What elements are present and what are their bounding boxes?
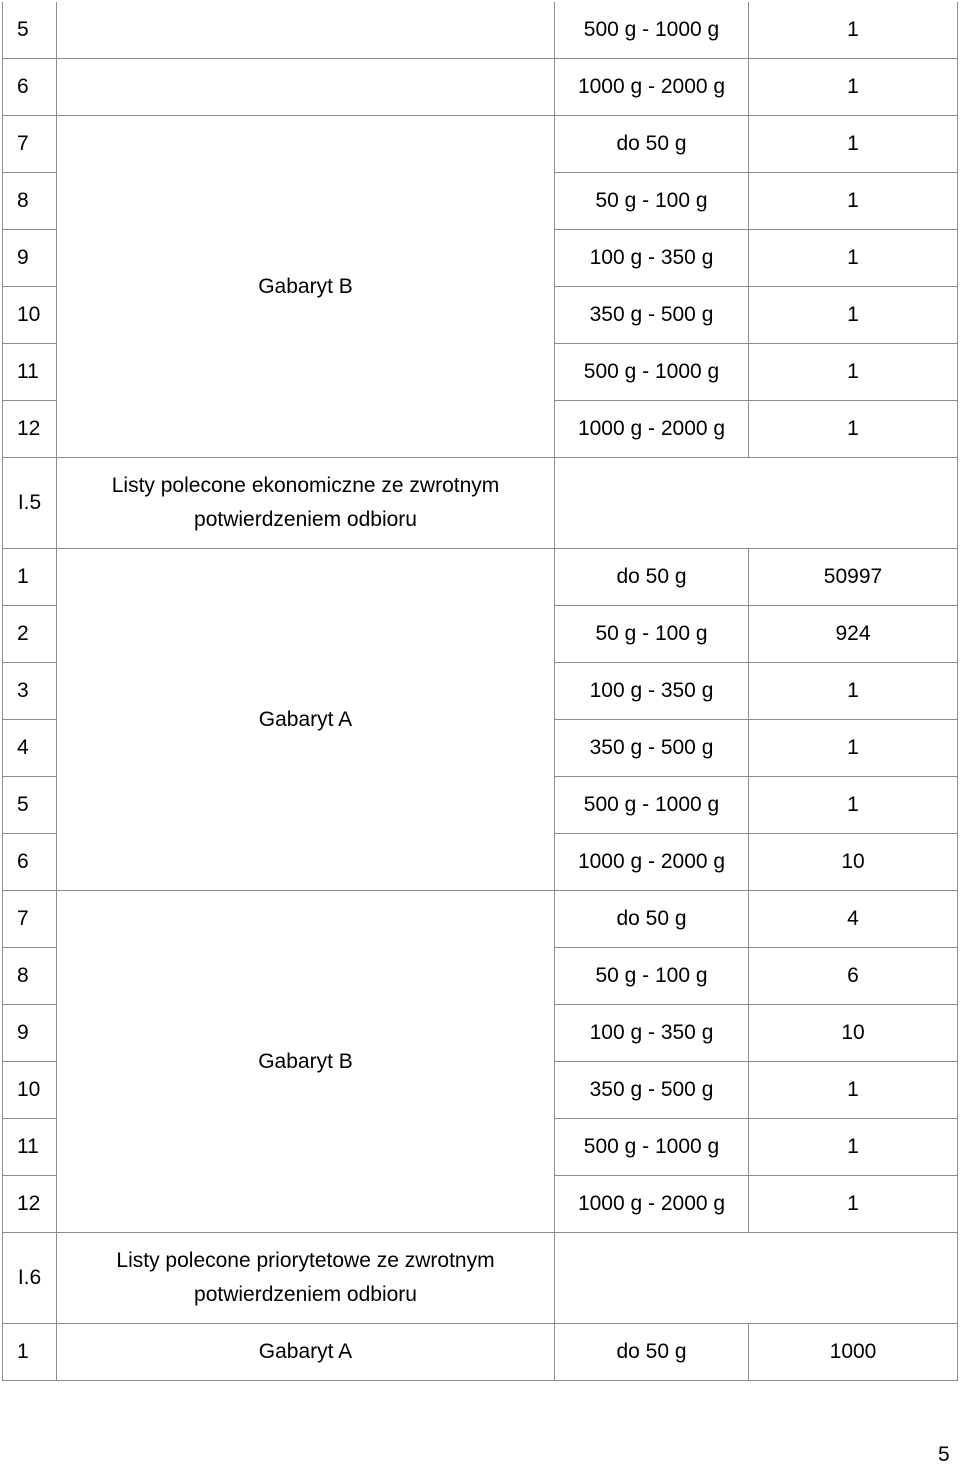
row-number: 8 xyxy=(3,948,57,1005)
quantity: 1000 xyxy=(749,1324,958,1381)
quantity: 6 xyxy=(749,948,958,1005)
quantity: 1 xyxy=(749,344,958,401)
size-category-empty xyxy=(57,59,555,116)
table-row xyxy=(3,891,958,948)
section-title: Listy polecone priorytetowe ze zwrotnym potwierdzeniem odbioru xyxy=(57,1233,555,1324)
row-number: 11 xyxy=(3,344,57,401)
row-number: 10 xyxy=(3,287,57,344)
price-table xyxy=(2,2,958,1381)
weight-range: 1000 g - 2000 g xyxy=(555,59,749,116)
row-number: 3 xyxy=(3,663,57,720)
weight-range: 50 g - 100 g xyxy=(555,948,749,1005)
table-row xyxy=(3,116,958,173)
row-number: 4 xyxy=(3,720,57,777)
quantity: 1 xyxy=(749,720,958,777)
row-number: 5 xyxy=(3,2,57,59)
row-number: 9 xyxy=(3,230,57,287)
weight-range: 350 g - 500 g xyxy=(555,287,749,344)
row-number: 10 xyxy=(3,1062,57,1119)
weight-range: 1000 g - 2000 g xyxy=(555,401,749,458)
quantity: 10 xyxy=(749,1005,958,1062)
quantity: 1 xyxy=(749,173,958,230)
weight-range: 1000 g - 2000 g xyxy=(555,834,749,891)
row-number: 12 xyxy=(3,1176,57,1233)
section-id: I.5 xyxy=(3,458,57,549)
size-category: Gabaryt A xyxy=(57,1324,555,1381)
weight-range: 500 g - 1000 g xyxy=(555,777,749,834)
weight-range: do 50 g xyxy=(555,891,749,948)
table-row xyxy=(3,1324,958,1381)
size-category: Gabaryt A xyxy=(57,549,555,891)
row-number: 9 xyxy=(3,1005,57,1062)
row-number: 1 xyxy=(3,1324,57,1381)
size-category-empty xyxy=(57,2,555,59)
quantity: 1 xyxy=(749,1119,958,1176)
weight-range: 1000 g - 2000 g xyxy=(555,1176,749,1233)
size-category: Gabaryt B xyxy=(57,116,555,458)
table-row xyxy=(3,2,958,59)
weight-range: 350 g - 500 g xyxy=(555,720,749,777)
table-row xyxy=(3,549,958,606)
row-number: 12 xyxy=(3,401,57,458)
size-category: Gabaryt B xyxy=(57,891,555,1233)
section-title: Listy polecone ekonomiczne ze zwrotnym potwierdzeniem odbioru xyxy=(57,458,555,549)
weight-range: 50 g - 100 g xyxy=(555,173,749,230)
row-number: 7 xyxy=(3,891,57,948)
weight-range: 500 g - 1000 g xyxy=(555,344,749,401)
row-number: 7 xyxy=(3,116,57,173)
row-number: 6 xyxy=(3,59,57,116)
table-row xyxy=(3,59,958,116)
page-number: 5 xyxy=(938,1443,950,1466)
quantity: 1 xyxy=(749,287,958,344)
weight-range: 500 g - 1000 g xyxy=(555,2,749,59)
weight-range: 50 g - 100 g xyxy=(555,606,749,663)
section-header-empty xyxy=(555,1233,958,1324)
weight-range: do 50 g xyxy=(555,549,749,606)
weight-range: do 50 g xyxy=(555,1324,749,1381)
quantity: 10 xyxy=(749,834,958,891)
weight-range: do 50 g xyxy=(555,116,749,173)
quantity: 50997 xyxy=(749,549,958,606)
row-number: 8 xyxy=(3,173,57,230)
section-header-row xyxy=(3,458,958,549)
row-number: 6 xyxy=(3,834,57,891)
quantity: 1 xyxy=(749,663,958,720)
quantity: 924 xyxy=(749,606,958,663)
quantity: 4 xyxy=(749,891,958,948)
row-number: 11 xyxy=(3,1119,57,1176)
quantity: 1 xyxy=(749,2,958,59)
section-header-row xyxy=(3,1233,958,1324)
section-header-empty xyxy=(555,458,958,549)
quantity: 1 xyxy=(749,401,958,458)
weight-range: 350 g - 500 g xyxy=(555,1062,749,1119)
quantity: 1 xyxy=(749,1176,958,1233)
section-id: I.6 xyxy=(3,1233,57,1324)
quantity: 1 xyxy=(749,116,958,173)
row-number: 5 xyxy=(3,777,57,834)
row-number: 1 xyxy=(3,549,57,606)
weight-range: 500 g - 1000 g xyxy=(555,1119,749,1176)
row-number: 2 xyxy=(3,606,57,663)
weight-range: 100 g - 350 g xyxy=(555,1005,749,1062)
weight-range: 100 g - 350 g xyxy=(555,230,749,287)
quantity: 1 xyxy=(749,777,958,834)
quantity: 1 xyxy=(749,1062,958,1119)
quantity: 1 xyxy=(749,59,958,116)
quantity: 1 xyxy=(749,230,958,287)
weight-range: 100 g - 350 g xyxy=(555,663,749,720)
